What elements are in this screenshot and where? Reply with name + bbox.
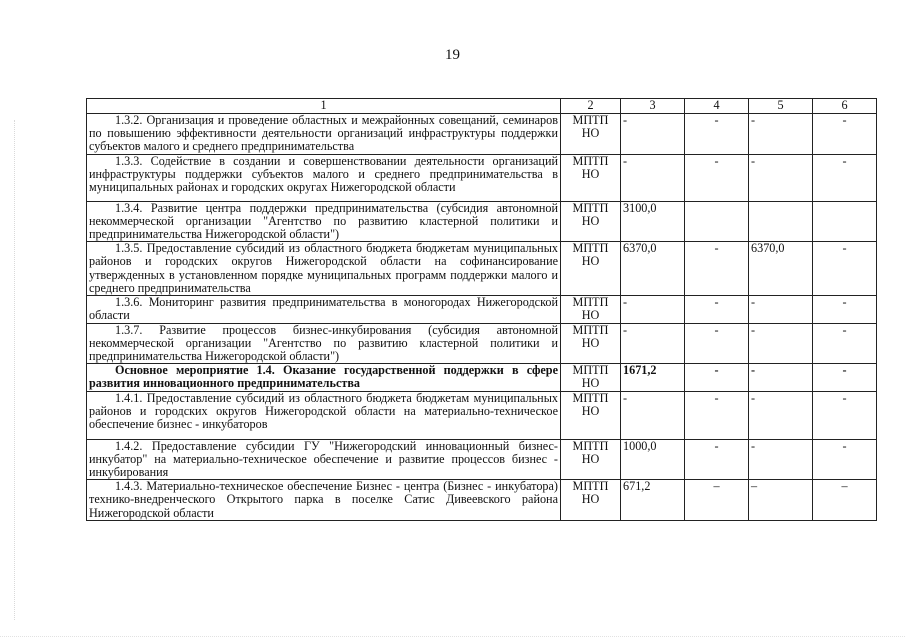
row-value-col6: -	[813, 364, 877, 391]
row-value-col4: -	[685, 391, 749, 439]
row-value-col5: -	[749, 114, 813, 155]
table-row	[87, 296, 877, 323]
row-value-col5: 6370,0	[749, 242, 813, 296]
row-executor: МПТП НО	[561, 323, 621, 364]
column-header: 4	[685, 99, 749, 114]
row-value-col6: -	[813, 391, 877, 439]
row-value-col3: 1671,2	[621, 364, 685, 391]
row-value-col6: –	[813, 480, 877, 521]
scan-edge-line	[14, 120, 15, 620]
program-table	[86, 98, 877, 521]
row-executor: МПТП НО	[561, 391, 621, 439]
row-value-col5	[749, 201, 813, 242]
row-description: 1.3.6. Мониторинг развития предпринимательства в моногородах Нижегородской области	[87, 296, 561, 323]
row-value-col6: -	[813, 439, 877, 480]
column-header: 3	[621, 99, 685, 114]
row-value-col6: -	[813, 296, 877, 323]
row-executor: МПТП НО	[561, 154, 621, 201]
row-value-col3: 1000,0	[621, 439, 685, 480]
table-row	[87, 323, 877, 364]
row-value-col5: -	[749, 154, 813, 201]
column-header: 6	[813, 99, 877, 114]
row-value-col3: 6370,0	[621, 242, 685, 296]
row-value-col5: -	[749, 391, 813, 439]
row-value-col3: -	[621, 296, 685, 323]
row-description: 1.3.2. Организация и проведение областных и межрайонных совещаний, семинаров по повышению эффективности деятельности организаций инфраструктуры поддержки субъектов малого и среднего предпринимательства	[87, 114, 561, 155]
row-value-col3: -	[621, 391, 685, 439]
table-row	[87, 154, 877, 201]
row-description: 1.4.1. Предоставление субсидий из областного бюджета бюджетам муниципальных районов и городских округов Нижегородской области на материально-техническое обеспечение бизнес - инкубаторов	[87, 391, 561, 439]
row-value-col6: -	[813, 154, 877, 201]
row-value-col3: -	[621, 114, 685, 155]
row-value-col3: 3100,0	[621, 201, 685, 242]
row-executor: МПТП НО	[561, 201, 621, 242]
row-value-col3: -	[621, 323, 685, 364]
row-value-col4: -	[685, 242, 749, 296]
row-description: Основное мероприятие 1.4. Оказание государственной поддержки в сфере развития инновационного предпринимательства	[87, 364, 561, 391]
row-value-col5: –	[749, 480, 813, 521]
row-description: 1.4.3. Материально-техническое обеспечение Бизнес - центра (Бизнес - инкубатора) технико-внедренческого Открытого парка в поселке Сатис Дивеевского района Нижегородской области	[87, 480, 561, 521]
table-row	[87, 364, 877, 391]
table-row	[87, 201, 877, 242]
table-row	[87, 391, 877, 439]
row-value-col5: -	[749, 439, 813, 480]
table-row	[87, 114, 877, 155]
table-row	[87, 242, 877, 296]
header-row	[87, 99, 877, 114]
row-value-col4: –	[685, 480, 749, 521]
row-value-col6: -	[813, 242, 877, 296]
row-value-col4: -	[685, 154, 749, 201]
row-value-col5: -	[749, 296, 813, 323]
table-row	[87, 480, 877, 521]
row-executor: МПТП НО	[561, 242, 621, 296]
column-header: 1	[87, 99, 561, 114]
row-description: 1.4.2. Предоставление субсидии ГУ "Нижегородский инновационный бизнес-инкубатор" на материально-техническое обеспечение и развитие процессов бизнес - инкубирования	[87, 439, 561, 480]
row-value-col4: -	[685, 439, 749, 480]
row-executor: МПТП НО	[561, 364, 621, 391]
row-value-col4	[685, 201, 749, 242]
page-number: 19	[445, 47, 460, 63]
row-value-col3: -	[621, 154, 685, 201]
row-executor: МПТП НО	[561, 296, 621, 323]
row-description: 1.3.7. Развитие процессов бизнес-инкубирования (субсидия автономной некоммерческой организации "Агентство по развитию кластерной политики и предпринимательства Нижегородской области")	[87, 323, 561, 364]
row-executor: МПТП НО	[561, 439, 621, 480]
row-description: 1.3.5. Предоставление субсидий из областного бюджета бюджетам муниципальных районов и городских округов Нижегородской области на софинансирование утвержденных в установленном порядке муниципальных программ поддержки малого и среднего предпринимательства	[87, 242, 561, 296]
row-executor: МПТП НО	[561, 114, 621, 155]
column-header: 5	[749, 99, 813, 114]
table-row	[87, 439, 877, 480]
row-value-col4: -	[685, 364, 749, 391]
row-description: 1.3.3. Содействие в создании и совершенствовании деятельности организаций инфраструктуры поддержки субъектов малого и среднего предпринимательства в муниципальных районах и городских округах Нижегородской области	[87, 154, 561, 201]
row-description: 1.3.4. Развитие центра поддержки предпринимательства (субсидия автономной некоммерческой организации "Агентство по развитию кластерной политики и предпринимательства Нижегородской области")	[87, 201, 561, 242]
column-header: 2	[561, 99, 621, 114]
row-value-col3: 671,2	[621, 480, 685, 521]
scan-bottom-line	[0, 636, 905, 637]
row-value-col6	[813, 201, 877, 242]
row-value-col5: -	[749, 323, 813, 364]
table-body	[87, 114, 877, 521]
row-value-col4: -	[685, 323, 749, 364]
row-value-col4: -	[685, 296, 749, 323]
row-value-col4: -	[685, 114, 749, 155]
row-value-col6: -	[813, 114, 877, 155]
row-value-col6: -	[813, 323, 877, 364]
row-executor: МПТП НО	[561, 480, 621, 521]
row-value-col5: -	[749, 364, 813, 391]
